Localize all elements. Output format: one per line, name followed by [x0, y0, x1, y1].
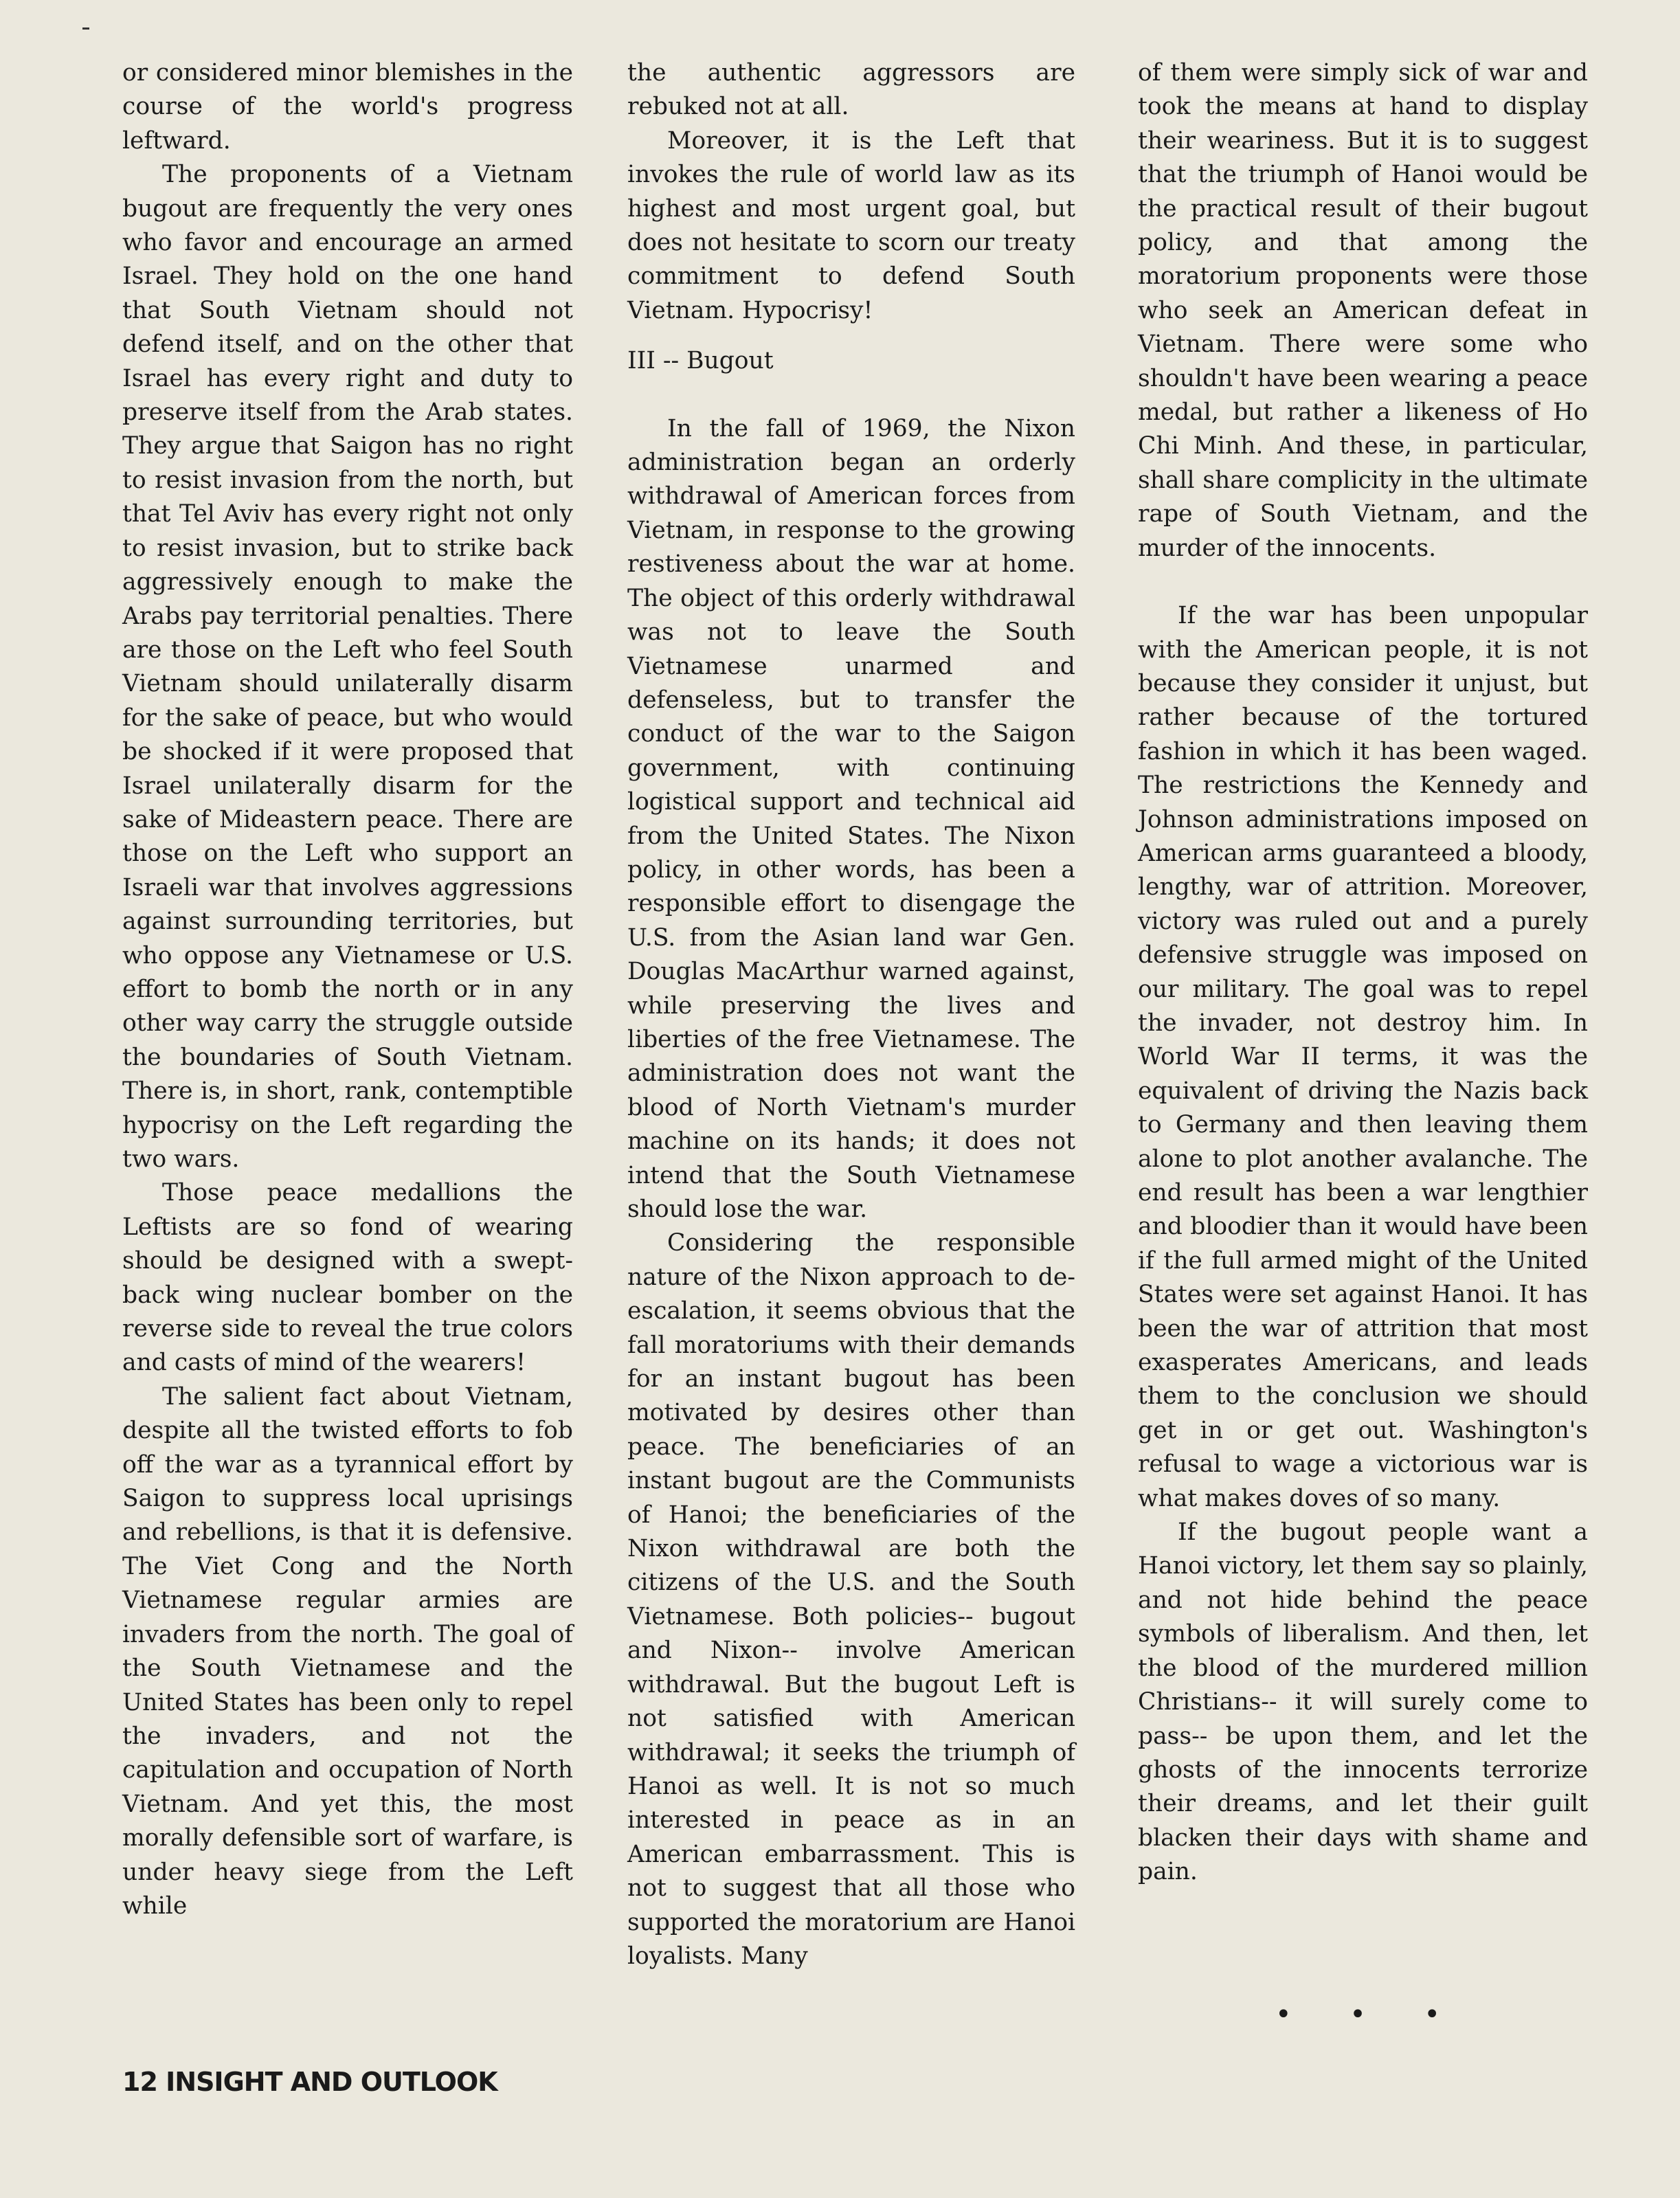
bullet-mark: •: [1275, 1999, 1292, 2030]
publication-name: INSIGHT AND OUTLOOK: [166, 2067, 497, 2097]
paragraph: In the fall of 1969, the Nixon administration began an orderly withdrawal of American forces from Vietnam, in response to the growing restiveness about the war at home. The object of this orderly withdrawal was not to leave the South Vietnamese unarmed and defenseless, but to transfer the conduct of the war to the Saigon government, with continuing logistical support and technical aid from the United States. The Nixon policy, in other words, has been a responsible effort to disengage the U.S. from the Asian land war Gen. Douglas MacArthur warned against, while preserving the lives and liberties of the free Vietnamese. The administration does not want the blood of North Vietnam's murder machine on its hands; it does not intend that the South Vietnamese should lose the war.: [627, 414, 1075, 1223]
paragraph: If the bugout people want a Hanoi victory, let them say so plainly, and not hide behind the peace symbols of liberalism. And then, let the blood of the murdered million Christians-- it will surely come to pass-- be upon them, and let the ghosts of the innocents terrorize their dreams, and let their guilt blacken their days with shame and pain.: [1138, 1518, 1588, 1886]
spacer: [627, 328, 1075, 344]
column-1: [122, 56, 573, 1923]
paragraph: the authentic aggressors are rebuked not at all.: [627, 59, 1075, 121]
paragraph: The salient fact about Vietnam, despite all the twisted efforts to fob off the war as a tyrannical effort by Saigon to suppress local uprisings and rebellions, is that it is defensive. The Viet Cong and the North Vietnamese regular armies are invaders from the north. The goal of the South Vietnamese and the United States has been only to repel the invaders, and not the capitulation and occupation of North Vietnam. And yet this, the most morally defensible sort of warfare, is under heavy siege from the Left while: [122, 1382, 573, 1920]
paragraph: Those peace medallions the Leftists are so fond of wearing should be designed with a swept-back wing nuclear bomber on the reverse side to reveal the true colors and casts of mind of the wearers!: [122, 1179, 573, 1377]
paragraph: Moreover, it is the Left that invokes the rule of world law as its highest and most urgent goal, but does not hesitate to scorn our treaty commitment to defend South Vietnam. Hypocrisy!: [627, 126, 1075, 324]
spacer: [627, 379, 1075, 412]
paragraph: of them were simply sick of war and took the means at hand to display their weariness. But it is to suggest that the triumph of Hanoi would be the practical result of their bugout policy, and that among the moratorium proponents were those who seek an American defeat in Vietnam. There were some who shouldn't have been wearing a peace medal, but rather a likeness of Ho Chi Minh. And these, in particular, shall share complicity in the ultimate rape of South Vietnam, and the murder of the innocents.: [1138, 59, 1588, 562]
print-mark: [82, 27, 89, 30]
page-number: 12: [122, 2067, 157, 2097]
bullet-mark: •: [1424, 1999, 1440, 2030]
paragraph: The proponents of a Vietnam bugout are frequently the very ones who favor and encourage an armed Israel. They hold on the one hand that South Vietnam should not defend itself, and on the other that Israel has every right and duty to preserve itself from the Arab states. They argue that Saigon has no right to resist invasion from the north, but that Tel Aviv has every right not only to resist invasion, but to strike back aggressively enough to make the Arabs pay territorial penalties. There are those on the Left who feel South Vietnam should unilaterally disarm for the sake of peace, but who would be shocked if it were proposed that Israel unilaterally disarm for the sake of Mideastern peace. There are those on the Left who support an Israeli war that involves aggressions against surrounding territories, but who oppose any Vietnamese or U.S. effort to bomb the north or in any other way carry the struggle outside the boundaries of South Vietnam. There is, in short, rank, contemptible hypocrisy on the Left regarding the two wars.: [122, 161, 573, 1173]
column-3: [1138, 56, 1588, 1889]
paragraph: or considered minor blemishes in the course of the world's progress leftward.: [122, 59, 573, 155]
paragraph: If the war has been unpopular with the American people, it is not because they consider it unjust, but rather because of the tortured fashion in which it has been waged. The restrictions the Kennedy and Johnson administrations imposed on American arms guaranteed a bloody, lengthy, war of attrition. Moreover, victory was ruled out and a purely defensive struggle was imposed on our military. The goal was to repel the invader, not destroy him. In World War II terms, it was the equivalent of driving the Nazis back to Germany and then leaving them alone to plot another avalanche. The end result has been a war lengthier and bloodier than it would have been if the full armed might of the United States were set against Hanoi. It has been the war of attrition that most exasperates Americans, and leads them to the conclusion we should get in or get out. Washington's refusal to wage a victorious war is what makes doves of so many.: [1138, 602, 1588, 1512]
column-2: [627, 56, 1075, 1973]
bullet-mark: •: [1349, 1999, 1366, 2030]
spacer: [1138, 565, 1588, 599]
page-footer: [122, 2067, 497, 2097]
paragraph: Considering the responsible nature of the Nixon approach to de-escalation, it seems obvious that the fall moratoriums with their demands for an instant bugout has been motivated by desires other than peace. The beneficiaries of an instant bugout are the Communists of Hanoi; the beneficiaries of the Nixon withdrawal are both the citizens of the U.S. and the South Vietnamese. Both policies-- bugout and Nixon-- involve American withdrawal. But the bugout Left is not satisfied with American withdrawal; it seeks the triumph of Hanoi as well. It is not so much interested in peace as in an American embarrassment. This is not to suggest that all those who supported the moratorium are Hanoi loyalists. Many: [627, 1229, 1075, 1970]
end-of-article-marks: [1275, 2001, 1440, 2028]
section-heading: III -- Bugout: [627, 347, 774, 375]
